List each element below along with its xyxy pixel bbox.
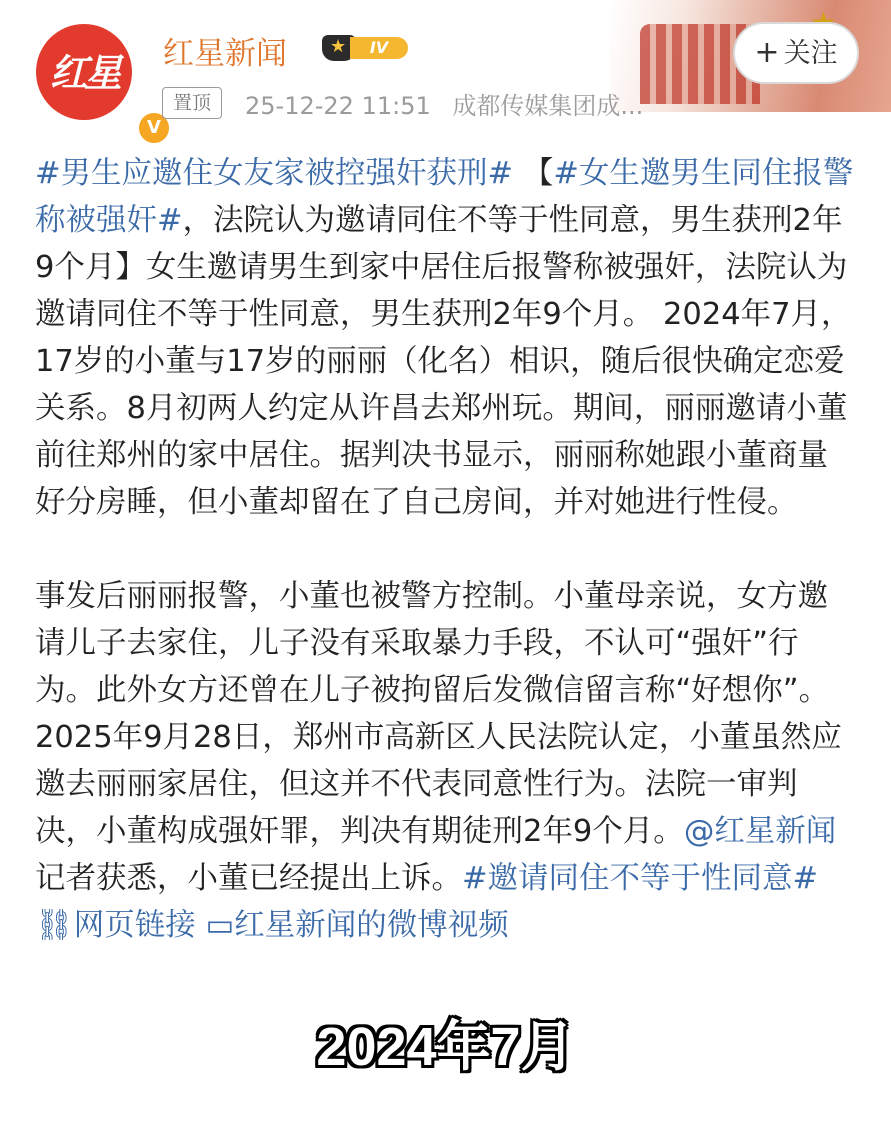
post-text: ，法院认为邀请同住不等于性同意，男生获刑2年9个月】女生邀请男生到家中居住后报警称被强奸，法院认为邀请同住不等于性同意，男生获刑2年9个月。 2024年7月，17岁的小董与17岁的丽丽（化名）相识，随后很快确定恋爱关系。8月初两人约定从许昌去郑州玩。期间，丽丽邀请小董前往郑州的家中居住。据判决书显示，丽丽称她跟小董商量好分房睡，但小董却留在了自己房间，并对她进行性侵。 (35, 203, 852, 520)
post-meta (245, 86, 643, 121)
topic-link[interactable]: #男生应邀住女友家被控强奸获刑# (35, 156, 514, 191)
topic-link[interactable]: #女生邀男生同住报警称被强奸# (35, 156, 854, 238)
post-header (0, 0, 891, 140)
verified-icon: V (136, 110, 172, 146)
link-icon: ⛓ (35, 908, 74, 943)
timestamp: 25-12-22 11:51 (245, 92, 431, 120)
follow-button[interactable] (733, 22, 859, 84)
post-text (196, 908, 206, 943)
post-text: 记者获悉，小董已经提出上诉。 (35, 861, 462, 896)
avatar[interactable] (36, 24, 161, 138)
pinned-tag: 置顶 (162, 87, 222, 119)
post-body (35, 150, 857, 949)
post-link[interactable]: 红星新闻的微博视频 (234, 908, 509, 943)
video-icon: ▭ (205, 908, 235, 943)
topic-link[interactable]: @红星新闻 (683, 814, 837, 849)
post-text: 事发后丽丽报警，小董也被警方控制。小董母亲说，女方邀请儿子去家住，儿子没有采取暴力手段，不认可“强奸”行为。此外女方还曾在儿子被拘留后发微信留言称“好想你”。2025年9月28日，郑州市高新区人民法院认定，小董虽然应邀去丽丽家居住，但这并不代表同意性行为。法院一审判决，小董构成强奸罪，判决有期徒刑2年9个月。 (35, 579, 842, 849)
plus-icon: + (754, 35, 780, 70)
post-paragraph-1 (35, 150, 857, 526)
post-paragraph-2 (35, 573, 857, 949)
follow-label: 关注 (783, 38, 838, 69)
account-name[interactable]: 红星新闻 (163, 36, 287, 72)
level-text: IV (350, 37, 408, 59)
level-badge (322, 33, 412, 61)
post-link[interactable]: 网页链接 (73, 908, 196, 943)
post-text: 【 (513, 156, 554, 191)
post-source: 成都传媒集团成... (452, 92, 644, 120)
avatar-logo-text: 红星 (49, 50, 118, 95)
video-subtitle: 2024年7月 (316, 1017, 575, 1077)
topic-link[interactable]: #邀请同住不等于性同意# (462, 861, 819, 896)
